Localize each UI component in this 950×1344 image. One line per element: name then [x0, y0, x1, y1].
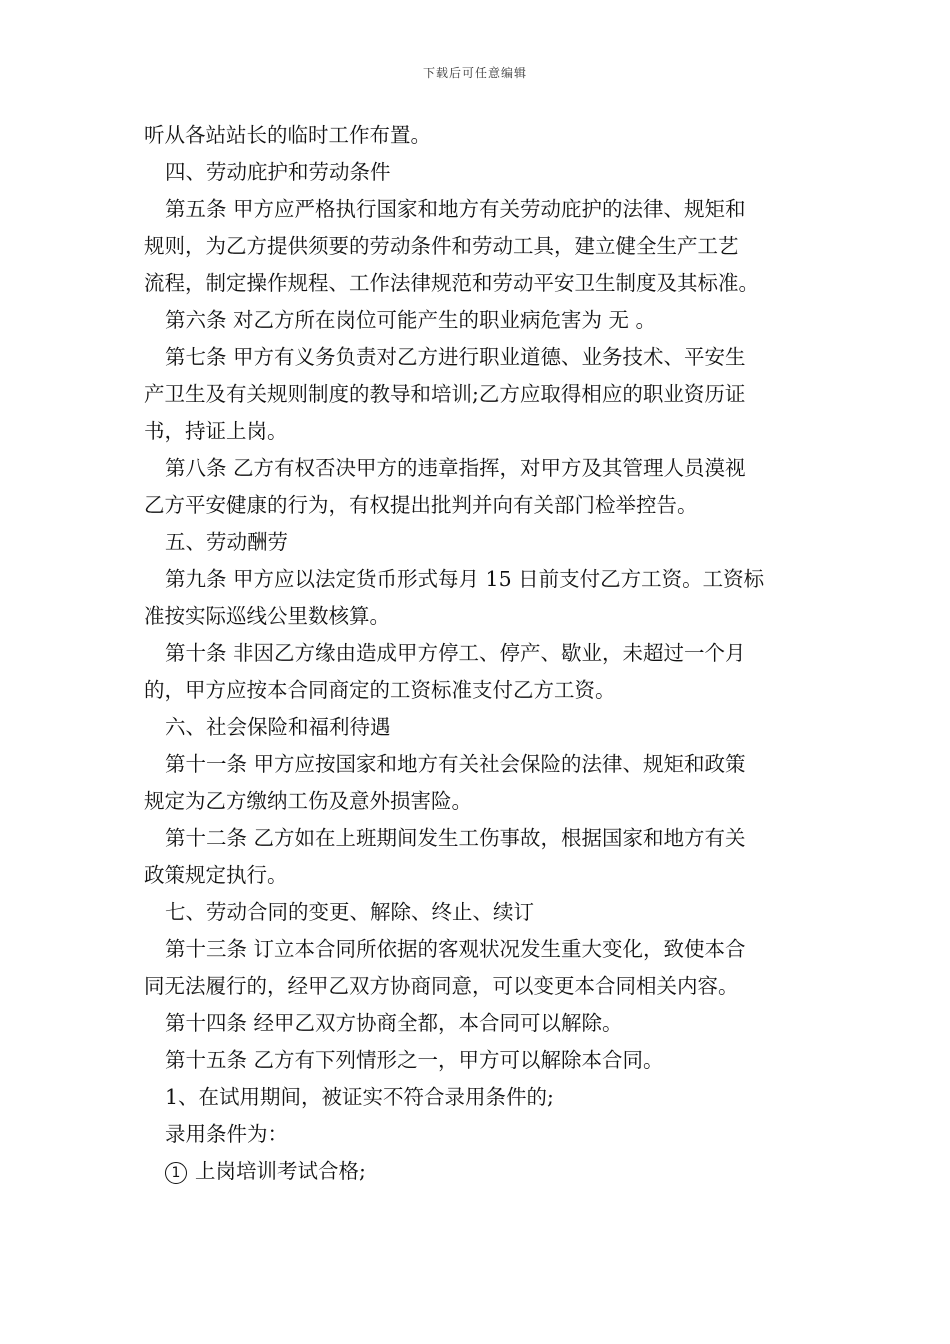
- section-heading: 五、劳动酬劳: [165, 530, 288, 554]
- section-heading: 七、劳动合同的变更、解除、终止、续订: [165, 900, 534, 924]
- list-item: [144, 1153, 810, 1190]
- paragraph-line: 规定为乙方缴纳工伤及意外损害险。: [144, 789, 472, 813]
- paragraph-line: 同无法履行的，经甲乙双方协商同意，可以变更本合同相关内容。: [144, 974, 739, 998]
- circled-number-marker: 1: [165, 1162, 187, 1184]
- paragraph-line: 第十五条 乙方有下列情形之一，甲方可以解除本合同。: [165, 1048, 664, 1072]
- list-item-text: 上岗培训考试合格;: [195, 1159, 366, 1183]
- paragraph-line: 第十四条 经甲乙双方协商全都，本合同可以解除。: [165, 1011, 623, 1035]
- paragraph-line: 规则，为乙方提供须要的劳动条件和劳动工具，建立健全生产工艺: [144, 234, 739, 258]
- page-header: 下载后可任意编辑: [422, 66, 527, 80]
- paragraph-line: 流程，制定操作规程、工作法律规范和劳动平安卫生制度及其标准。: [144, 271, 759, 295]
- paragraph-line: 第五条 甲方应严格执行国家和地方有关劳动庇护的法律、规矩和: [165, 197, 746, 221]
- paragraph-line: 录用条件为：: [165, 1122, 288, 1146]
- paragraph-line: 第十条 非因乙方缘由造成甲方停工、停产、歇业，未超过一个月: [165, 641, 746, 665]
- document-body: [144, 117, 810, 1190]
- paragraph-line: 乙方平安健康的行为，有权提出批判并向有关部门检举控告。: [144, 493, 698, 517]
- list-item: 1、在试用期间，被证实不符合录用条件的;: [165, 1085, 554, 1109]
- paragraph-line: 第九条 甲方应以法定货币形式每月 15 日前支付乙方工资。工资标: [165, 567, 765, 591]
- paragraph-line: 第十一条 甲方应按国家和地方有关社会保险的法律、规矩和政策: [165, 752, 746, 776]
- paragraph-line: 第八条 乙方有权否决甲方的违章指挥，对甲方及其管理人员漠视: [165, 456, 746, 480]
- paragraph-line: 的，甲方应按本合同商定的工资标准支付乙方工资。: [144, 678, 616, 702]
- paragraph-line: 第十三条 订立本合同所依据的客观状况发生重大变化，致使本合: [165, 937, 746, 961]
- paragraph-line: 听从各站站长的临时工作布置。: [144, 123, 431, 147]
- paragraph-line: 准按实际巡线公里数核算。: [144, 604, 390, 628]
- paragraph-line: 第六条 对乙方所在岗位可能产生的职业病危害为 无 。: [165, 308, 657, 332]
- paragraph-line: 政策规定执行。: [144, 863, 288, 887]
- paragraph-line: 产卫生及有关规则制度的教导和培训;乙方应取得相应的职业资历证: [144, 382, 746, 406]
- paragraph-line: 第十二条 乙方如在上班期间发生工伤事故，根据国家和地方有关: [165, 826, 746, 850]
- paragraph-line: 书，持证上岗。: [144, 419, 288, 443]
- section-heading: 六、社会保险和福利待遇: [165, 715, 391, 739]
- section-heading: 四、劳动庇护和劳动条件: [165, 160, 391, 184]
- paragraph-line: 第七条 甲方有义务负责对乙方进行职业道德、业务技术、平安生: [165, 345, 746, 369]
